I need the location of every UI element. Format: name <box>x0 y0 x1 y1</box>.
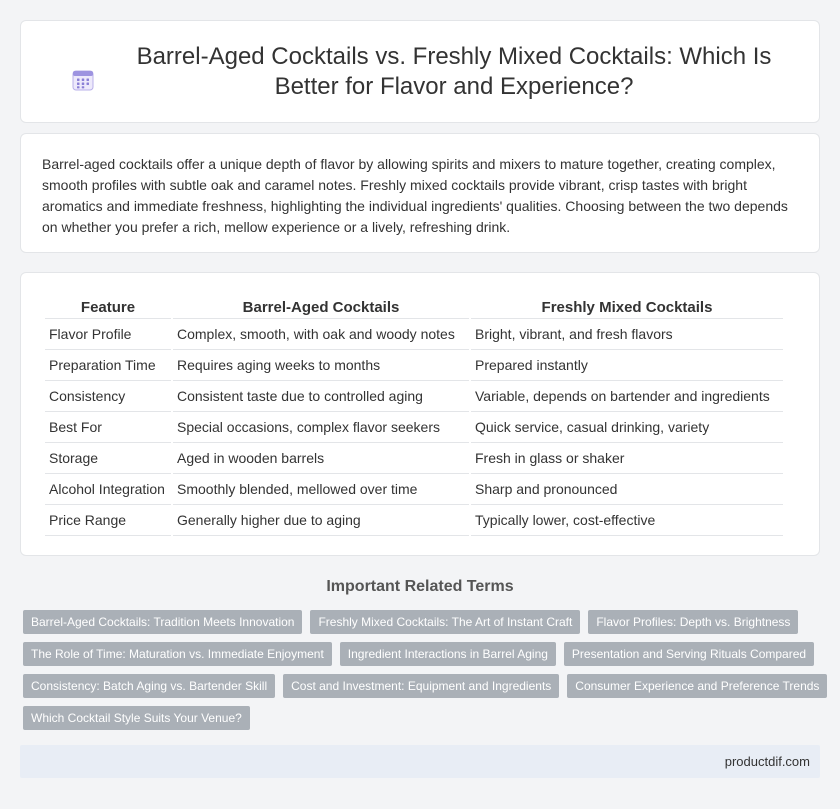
table-row <box>45 474 783 505</box>
tag-row <box>23 642 823 666</box>
table-row <box>45 412 783 443</box>
table-cell: Fresh in glass or shaker <box>471 443 783 474</box>
related-term-tag[interactable]: Ingredient Interactions in Barrel Aging <box>340 642 556 666</box>
table-row <box>45 350 783 381</box>
related-term-tag[interactable]: Consistency: Batch Aging vs. Bartender Skill <box>23 674 275 698</box>
related-term-tag[interactable]: Freshly Mixed Cocktails: The Art of Instant Craft <box>310 610 580 634</box>
table-cell: Special occasions, complex flavor seekers <box>173 412 469 443</box>
related-term-tag[interactable]: Consumer Experience and Preference Trends <box>567 674 827 698</box>
table-cell: Typically lower, cost-effective <box>471 505 783 536</box>
table-cell: Flavor Profile <box>45 319 171 350</box>
footer <box>20 745 820 778</box>
calendar-grid-icon <box>71 68 95 92</box>
table-row <box>45 505 783 536</box>
related-term-tag[interactable]: Flavor Profiles: Depth vs. Brightness <box>588 610 798 634</box>
column-header-feature: Feature <box>45 293 171 319</box>
footer-site-link[interactable]: productdif.com <box>724 754 810 769</box>
table-row <box>45 443 783 474</box>
table-cell: Quick service, casual drinking, variety <box>471 412 783 443</box>
table-cell: Consistent taste due to controlled aging <box>173 381 469 412</box>
comparison-card <box>20 272 820 556</box>
table-cell: Consistency <box>45 381 171 412</box>
related-term-tag[interactable]: Cost and Investment: Equipment and Ingredients <box>283 674 559 698</box>
table-cell: Variable, depends on bartender and ingredients <box>471 381 783 412</box>
table-cell: Aged in wooden barrels <box>173 443 469 474</box>
intro-paragraph: Barrel-aged cocktails offer a unique depth of flavor by allowing spirits and mixers to mature together, creating complex, smooth profiles with subtle oak and caramel notes. Freshly mixed cocktails provide vibrant, crisp tastes with bright aromatics and immediate freshness, highlighting the individual ingredients' qualities. Choosing between the two depends on whether you prefer a rich, mellow experience or a lively, refreshing drink. <box>42 156 788 235</box>
table-header-row <box>45 293 783 319</box>
column-header-barrel-aged: Barrel-Aged Cocktails <box>173 293 469 319</box>
table-cell: Generally higher due to aging <box>173 505 469 536</box>
column-header-freshly-mixed: Freshly Mixed Cocktails <box>471 293 783 319</box>
comparison-table <box>43 293 785 536</box>
table-cell: Bright, vibrant, and fresh flavors <box>471 319 783 350</box>
related-terms-list <box>23 610 823 738</box>
table-cell: Sharp and pronounced <box>471 474 783 505</box>
related-term-tag[interactable]: Which Cocktail Style Suits Your Venue? <box>23 706 250 730</box>
table-cell: Prepared instantly <box>471 350 783 381</box>
table-cell: Preparation Time <box>45 350 171 381</box>
tag-row <box>23 674 823 698</box>
table-cell: Price Range <box>45 505 171 536</box>
table-row <box>45 319 783 350</box>
related-term-tag[interactable]: Barrel-Aged Cocktails: Tradition Meets Innovation <box>23 610 302 634</box>
intro-card <box>20 133 820 253</box>
table-cell: Storage <box>45 443 171 474</box>
table-row <box>45 381 783 412</box>
page-title: Barrel-Aged Cocktails vs. Freshly Mixed Cocktails: Which Is Better for Flavor and Experience? <box>136 43 772 100</box>
related-term-tag[interactable]: The Role of Time: Maturation vs. Immediate Enjoyment <box>23 642 332 666</box>
table-cell: Smoothly blended, mellowed over time <box>173 474 469 505</box>
table-cell: Best For <box>45 412 171 443</box>
related-term-tag[interactable]: Presentation and Serving Rituals Compared <box>564 642 814 666</box>
tag-row <box>23 706 823 730</box>
table-cell: Requires aging weeks to months <box>173 350 469 381</box>
table-cell: Complex, smooth, with oak and woody notes <box>173 319 469 350</box>
title-card <box>20 20 820 123</box>
related-terms-heading: Important Related Terms <box>326 578 514 595</box>
table-cell: Alcohol Integration <box>45 474 171 505</box>
tag-row <box>23 610 823 634</box>
